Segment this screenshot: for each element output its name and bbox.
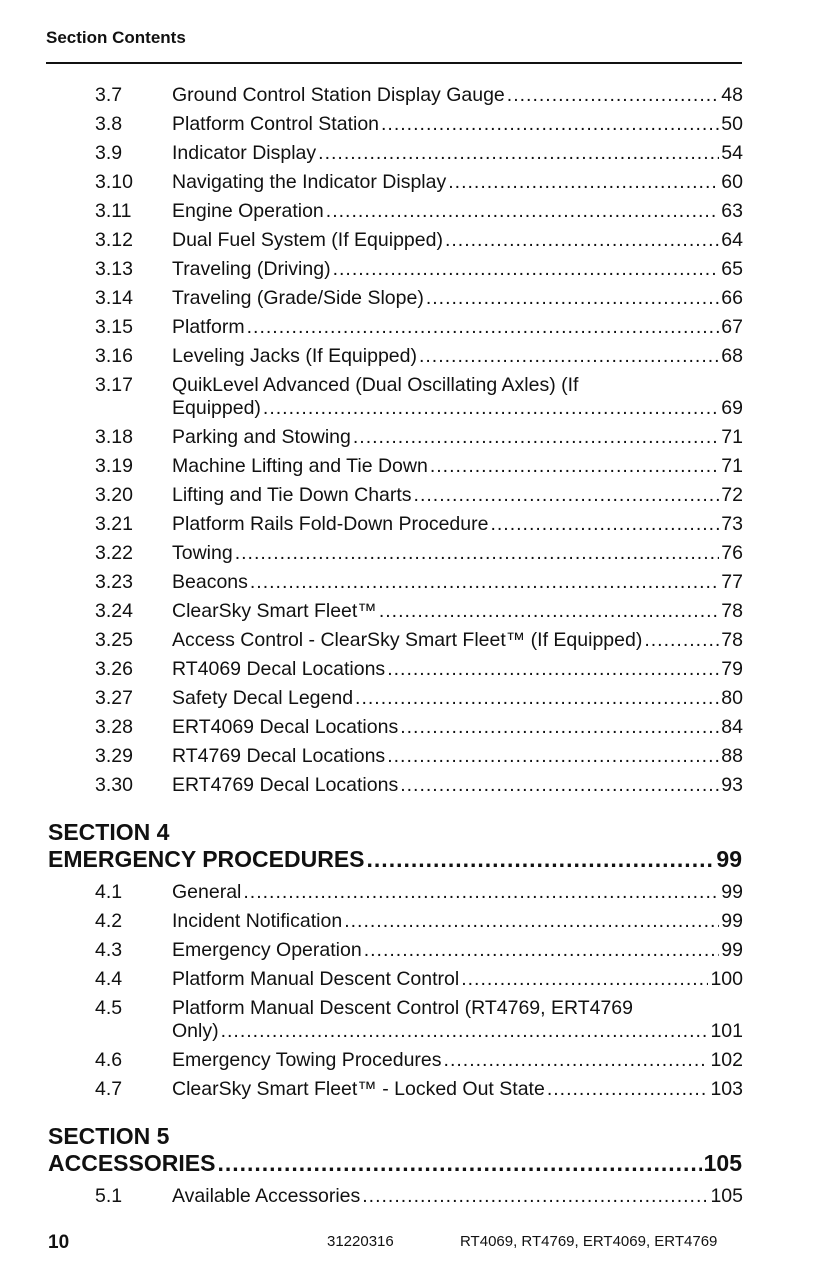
leader-dots	[387, 745, 719, 768]
toc-entry-number: 3.9	[95, 142, 123, 164]
toc-entry-number: 4.5	[95, 997, 123, 1019]
toc-entry-number: 4.4	[95, 968, 123, 990]
toc-entry-title: Platform Manual Descent Control	[172, 968, 460, 990]
toc-entry[interactable]	[0, 426, 825, 449]
toc-entry-number: 3.8	[95, 113, 123, 135]
toc-entry[interactable]	[0, 258, 825, 281]
toc-entry[interactable]	[0, 600, 825, 623]
leader-dots	[507, 84, 720, 107]
toc-entry-page: 77	[721, 571, 743, 593]
toc-entry[interactable]	[0, 658, 825, 681]
leader-dots	[387, 658, 719, 681]
header-divider	[46, 62, 742, 64]
toc-entry-number: 3.29	[95, 745, 133, 767]
leader-dots	[490, 513, 719, 536]
toc-entry-page: 72	[721, 484, 743, 506]
toc-entry-number: 3.15	[95, 316, 133, 338]
toc-entry-number: 4.3	[95, 939, 123, 961]
toc-entry-number: 3.28	[95, 716, 133, 738]
toc-entry-page: 64	[721, 229, 743, 251]
toc-entry-title: Incident Notification	[172, 910, 343, 932]
toc-entry[interactable]	[0, 142, 825, 165]
toc-entry-title: Dual Fuel System (If Equipped)	[172, 229, 443, 251]
toc-entry-number: 4.2	[95, 910, 123, 932]
toc-entry[interactable]	[0, 968, 825, 991]
leader-dots	[419, 345, 719, 368]
toc-entry-number: 4.1	[95, 881, 123, 903]
toc-entry-page: 68	[721, 345, 743, 367]
leader-dots	[445, 229, 719, 252]
toc-entry-page: 102	[710, 1049, 743, 1071]
toc-entry-number: 5.1	[95, 1185, 123, 1207]
section-5-title: ACCESSORIES	[48, 1150, 216, 1176]
toc-entry-title: Platform Control Station	[172, 113, 380, 135]
toc-entry[interactable]	[0, 513, 825, 536]
toc-entry[interactable]	[0, 910, 825, 933]
toc-entry-number: 3.26	[95, 658, 133, 680]
leader-dots	[250, 571, 719, 594]
toc-entry-page: 60	[721, 171, 743, 193]
toc-entry-page: 93	[721, 774, 743, 796]
toc-entry[interactable]	[0, 997, 825, 1043]
leader-dots	[426, 287, 719, 310]
section-5-heading[interactable]	[48, 1123, 742, 1177]
leader-dots	[430, 455, 719, 478]
leader-dots	[461, 968, 708, 991]
toc-entry[interactable]	[0, 939, 825, 962]
toc-entry-title: Only)	[172, 1020, 219, 1042]
toc-entry-title: QuikLevel Advanced (Dual Oscillating Axles) (If	[172, 374, 579, 396]
toc-entry-page: 99	[721, 939, 743, 961]
toc-entry-title: Safety Decal Legend	[172, 687, 354, 709]
leader-dots	[344, 910, 719, 933]
toc-entry-number: 3.18	[95, 426, 133, 448]
toc-entry-title: Leveling Jacks (If Equipped)	[172, 345, 417, 367]
toc-entry-title: Platform	[172, 316, 245, 338]
toc-entry-title: ClearSky Smart Fleet™	[172, 600, 377, 622]
toc-entry-page: 78	[721, 600, 743, 622]
leader-dots	[326, 200, 720, 223]
toc-entry-page: 65	[721, 258, 743, 280]
toc-entry-page: 71	[721, 455, 743, 477]
toc-entry-number: 3.25	[95, 629, 133, 651]
toc-entry[interactable]	[0, 287, 825, 310]
toc-entry-number: 3.11	[95, 200, 132, 222]
toc-entry-page: 84	[721, 716, 743, 738]
toc-entry-page: 66	[721, 287, 743, 309]
toc-entry-page: 101	[710, 1020, 743, 1042]
toc-entry-page: 88	[721, 745, 743, 767]
toc-entry-page: 103	[710, 1078, 743, 1100]
toc-entry-page: 100	[710, 968, 743, 990]
leader-dots	[318, 142, 719, 165]
toc-entry-number: 3.10	[95, 171, 133, 193]
leader-dots	[221, 1020, 709, 1043]
section-5-label: SECTION 5	[48, 1123, 170, 1149]
toc-entry-page: 54	[721, 142, 743, 164]
toc-entry[interactable]	[0, 1185, 825, 1208]
leader-dots	[444, 1049, 709, 1072]
toc-entry-title: Platform Manual Descent Control (RT4769, ERT4769	[172, 997, 634, 1019]
toc-entry-page: 79	[721, 658, 743, 680]
toc-entry-title: Emergency Operation	[172, 939, 362, 961]
toc-entry-title: Traveling (Driving)	[172, 258, 331, 280]
leader-dots	[353, 426, 719, 449]
toc-entry[interactable]	[0, 881, 825, 904]
toc-entry-page: 63	[721, 200, 743, 222]
section-4-heading[interactable]	[48, 819, 742, 873]
toc-entry-title: ERT4069 Decal Locations	[172, 716, 399, 738]
toc-entry[interactable]	[0, 716, 825, 739]
toc-entry[interactable]	[0, 374, 825, 420]
footer-models: RT4069, RT4769, ERT4069, ERT4769	[460, 1233, 718, 1250]
toc-entry-number: 3.23	[95, 571, 133, 593]
toc-entry-number: 3.19	[95, 455, 133, 477]
toc-entry-page: 76	[721, 542, 743, 564]
leader-dots	[243, 881, 719, 904]
toc-entry[interactable]	[0, 316, 825, 339]
toc-group-section-3	[0, 84, 825, 797]
toc-entry-title: Traveling (Grade/Side Slope)	[172, 287, 424, 309]
toc-entry-page: 99	[721, 881, 743, 903]
section-5-page: 105	[703, 1150, 742, 1176]
leader-dots	[644, 629, 719, 652]
toc-entry[interactable]	[0, 455, 825, 478]
toc-entry[interactable]	[0, 84, 825, 107]
toc-entry-page: 48	[721, 84, 743, 106]
leader-dots	[263, 397, 719, 420]
toc-entry[interactable]	[0, 629, 825, 652]
toc-entry-title: RT4769 Decal Locations	[172, 745, 386, 767]
toc-entry-page: 67	[721, 316, 743, 338]
toc-entry-page: 78	[721, 629, 743, 651]
toc-entry[interactable]	[0, 1078, 825, 1101]
toc-entry[interactable]	[0, 542, 825, 565]
toc-entry-number: 3.7	[95, 84, 123, 106]
toc-entry-title: Available Accessories	[172, 1185, 361, 1207]
toc-entry-number: 3.13	[95, 258, 133, 280]
section-4-label: SECTION 4	[48, 819, 170, 845]
footer-doc-number: 31220316	[327, 1233, 394, 1250]
leader-dots	[381, 113, 719, 136]
toc-entry-title: ClearSky Smart Fleet™ - Locked Out State	[172, 1078, 545, 1100]
toc-entry-page: 105	[710, 1185, 743, 1207]
toc-entry-title: RT4069 Decal Locations	[172, 658, 386, 680]
toc-entry-number: 3.21	[95, 513, 133, 535]
toc-entry-number: 3.14	[95, 287, 133, 309]
toc-entry[interactable]	[0, 113, 825, 136]
toc-entry[interactable]	[0, 571, 825, 594]
toc-entry-number: 4.6	[95, 1049, 123, 1071]
leader-dots	[400, 716, 719, 739]
toc-entry[interactable]	[0, 745, 825, 768]
leader-dots	[333, 258, 720, 281]
leader-dots	[414, 484, 720, 507]
leader-dots	[355, 687, 719, 710]
toc-entry[interactable]	[0, 774, 825, 797]
leader-dots	[379, 600, 719, 623]
toc-entry[interactable]	[0, 171, 825, 194]
toc-entry-page: 69	[721, 397, 743, 419]
toc-entry-title: Platform Rails Fold-Down Procedure	[172, 513, 489, 535]
toc-entry-page: 80	[721, 687, 743, 709]
toc-entry-title: Navigating the Indicator Display	[172, 171, 447, 193]
leader-dots	[448, 171, 719, 194]
leader-dots	[364, 939, 720, 962]
leader-dots	[217, 1150, 701, 1177]
toc-entry-title: Machine Lifting and Tie Down	[172, 455, 428, 477]
table-of-contents	[0, 84, 825, 1214]
toc-entry-number: 3.17	[95, 374, 133, 396]
toc-entry-number: 3.20	[95, 484, 133, 506]
toc-entry-number: 3.27	[95, 687, 133, 709]
toc-entry-title: ERT4769 Decal Locations	[172, 774, 399, 796]
toc-entry-title: Equipped)	[172, 397, 261, 419]
toc-entry-title: Access Control - ClearSky Smart Fleet™ (If Equipped)	[172, 629, 643, 651]
toc-entry-number: 4.7	[95, 1078, 123, 1100]
toc-group-section-4	[0, 881, 825, 1101]
section-4-page: 99	[716, 846, 742, 872]
toc-entry-title: Ground Control Station Display Gauge	[172, 84, 505, 106]
toc-entry[interactable]	[0, 200, 825, 223]
toc-entry-title: Emergency Towing Procedures	[172, 1049, 442, 1071]
toc-entry-title: Lifting and Tie Down Charts	[172, 484, 412, 506]
leader-dots	[247, 316, 720, 339]
leader-dots	[235, 542, 720, 565]
toc-entry-title: General	[172, 881, 242, 903]
toc-entry-page: 99	[721, 910, 743, 932]
toc-entry-title: Beacons	[172, 571, 248, 593]
toc-entry-page: 71	[721, 426, 743, 448]
toc-entry-title: Engine Operation	[172, 200, 324, 222]
toc-group-section-5	[0, 1185, 825, 1208]
leader-dots	[362, 1185, 708, 1208]
toc-entry-number: 3.16	[95, 345, 133, 367]
leader-dots	[367, 846, 715, 873]
leader-dots	[547, 1078, 709, 1101]
toc-entry-title: Towing	[172, 542, 233, 564]
toc-entry[interactable]	[0, 345, 825, 368]
leader-dots	[400, 774, 719, 797]
toc-entry[interactable]	[0, 1049, 825, 1072]
section-4-title: EMERGENCY PROCEDURES	[48, 846, 365, 872]
toc-entry-page: 73	[721, 513, 743, 535]
page-header-title: Section Contents	[46, 28, 186, 47]
toc-entry-title: Indicator Display	[172, 142, 317, 164]
toc-entry[interactable]	[0, 229, 825, 252]
toc-entry-number: 3.12	[95, 229, 133, 251]
toc-entry[interactable]	[0, 484, 825, 507]
toc-entry-number: 3.22	[95, 542, 133, 564]
toc-entry-number: 3.24	[95, 600, 133, 622]
toc-entry-number: 3.30	[95, 774, 133, 796]
footer-page-number: 10	[48, 1232, 70, 1253]
toc-entry-page: 50	[721, 113, 743, 135]
toc-entry-title: Parking and Stowing	[172, 426, 351, 448]
toc-entry[interactable]	[0, 687, 825, 710]
